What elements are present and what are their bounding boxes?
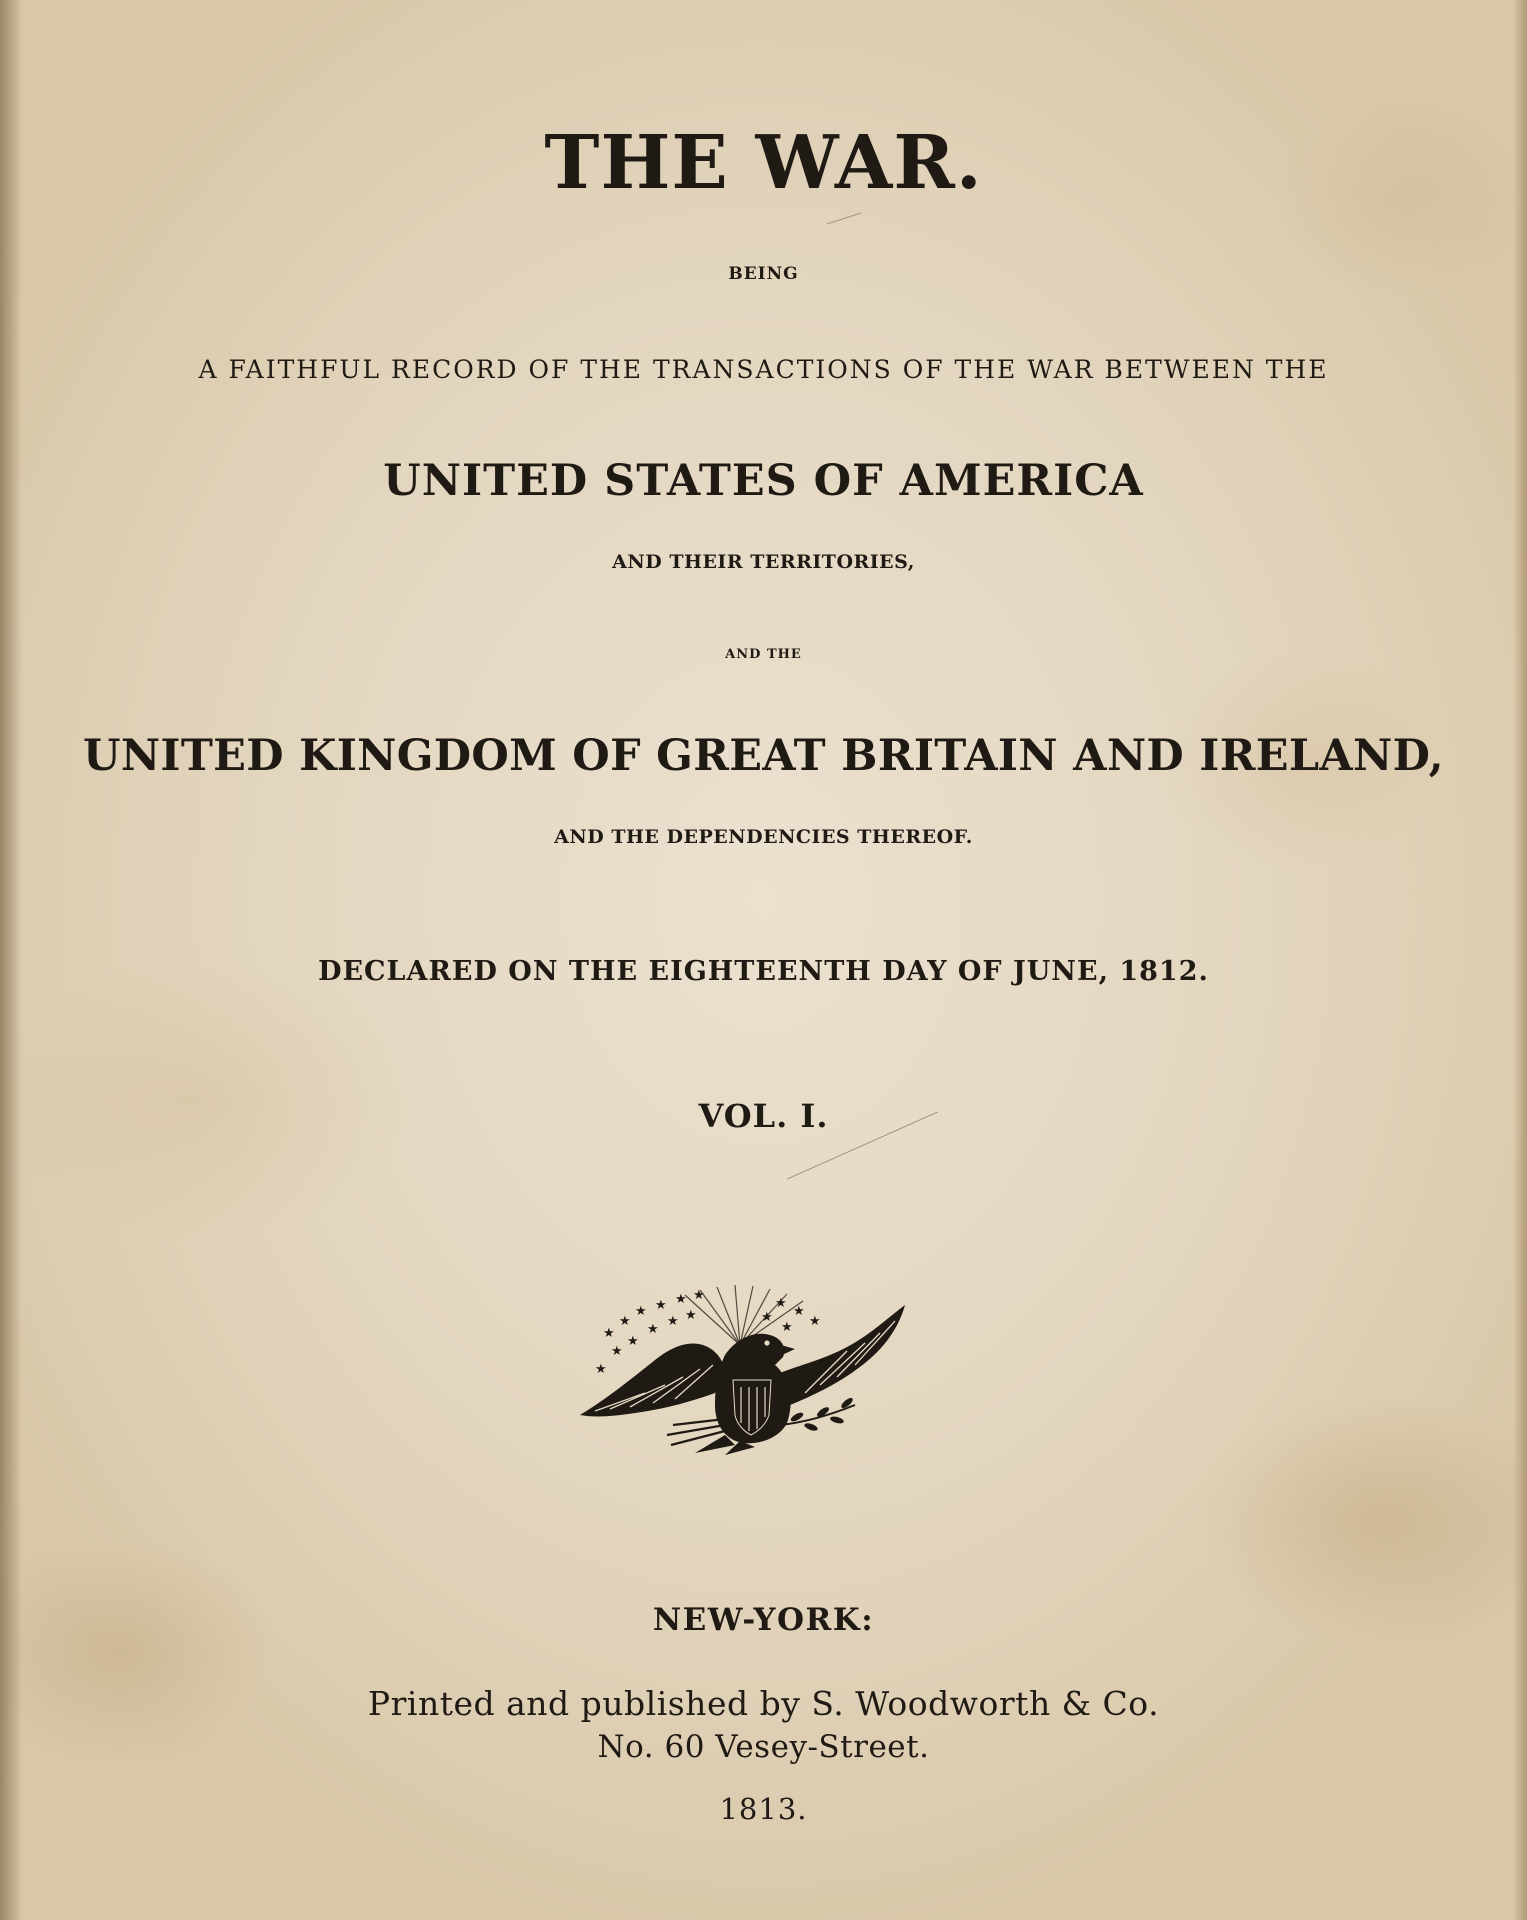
svg-text:★: ★ bbox=[627, 1334, 639, 1349]
declaration-date: DECLARED ON THE EIGHTEENTH DAY OF JUNE, 1812. bbox=[318, 956, 1209, 987]
svg-text:★: ★ bbox=[793, 1304, 805, 1319]
imprint-printer: Printed and published by S. Woodworth & Co. bbox=[367, 1684, 1160, 1723]
svg-text:★: ★ bbox=[647, 1322, 659, 1337]
svg-text:★: ★ bbox=[775, 1296, 787, 1311]
svg-text:★: ★ bbox=[619, 1314, 631, 1329]
imprint-year: 1813. bbox=[719, 1792, 808, 1826]
eagle-with-stars-icon bbox=[575, 1285, 915, 1455]
volume-label: VOL. I. bbox=[698, 1097, 829, 1135]
territories-line: AND THEIR TERRITORIES, bbox=[612, 551, 915, 573]
svg-text:★: ★ bbox=[635, 1304, 647, 1319]
being-line: BEING bbox=[728, 264, 799, 284]
pencil-mark bbox=[827, 212, 862, 224]
dependencies-line: AND THE DEPENDENCIES THEREOF. bbox=[554, 826, 973, 848]
svg-text:★: ★ bbox=[809, 1314, 821, 1329]
svg-text:★: ★ bbox=[667, 1314, 679, 1329]
svg-text:★: ★ bbox=[781, 1320, 793, 1335]
country-usa: UNITED STATES OF AMERICA bbox=[383, 456, 1144, 506]
record-subtitle: A FAITHFUL RECORD OF THE TRANSACTIONS OF THE WAR BETWEEN THE bbox=[198, 355, 1329, 384]
svg-text:★: ★ bbox=[761, 1310, 773, 1325]
svg-text:★: ★ bbox=[685, 1308, 697, 1323]
book-title: THE WAR. bbox=[544, 120, 983, 206]
country-uk: UNITED KINGDOM OF GREAT BRITAIN AND IRELAND, bbox=[83, 731, 1444, 781]
svg-text:★: ★ bbox=[693, 1288, 705, 1303]
imprint-place: NEW-YORK: bbox=[652, 1602, 875, 1638]
show-through-text bbox=[330, 650, 352, 725]
imprint-address: No. 60 Vesey-Street. bbox=[597, 1729, 930, 1765]
svg-text:★: ★ bbox=[611, 1344, 623, 1359]
svg-text:★: ★ bbox=[655, 1298, 667, 1313]
svg-text:★: ★ bbox=[595, 1362, 607, 1377]
svg-text:★: ★ bbox=[675, 1292, 687, 1307]
svg-text:★: ★ bbox=[603, 1326, 615, 1341]
and-the-line: AND THE bbox=[725, 647, 802, 662]
